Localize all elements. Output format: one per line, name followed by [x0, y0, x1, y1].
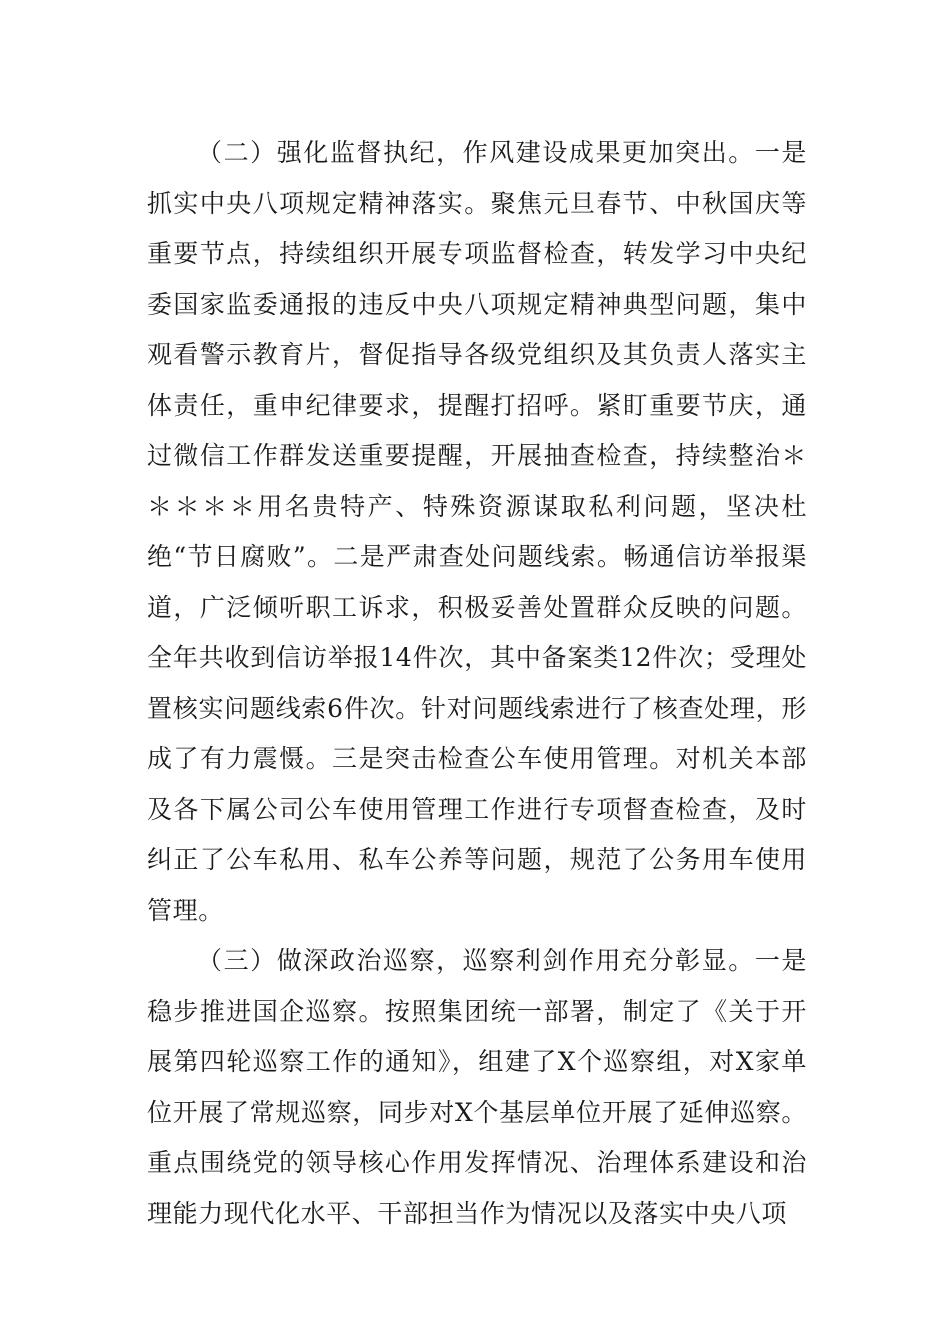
paragraph-political-inspection: （三）做深政治巡察，巡察利剑作用充分彰显。一是稳步推进国企巡察。按照集团统一部署，制定了《关于开展第四轮巡察工作的通知》，组建了X个巡察组，对X家单位开展了常规巡察，同步对X个基层单位开展了延伸巡察。重点围绕党的领导核心作用发挥情况、治理体系建设和治理能力现代化水平、干部担当作为情况以及落实中央八项 — [147, 946, 807, 1228]
document-body — [147, 128, 807, 1239]
paragraph-supervision-discipline: （二）强化监督执纪，作风建设成果更加突出。一是抓实中央八项规定精神落实。聚焦元旦春节、中秋国庆等重要节点，持续组织开展专项监督检查，转发学习中央纪委国家监委通报的违反中央八项规定精神典型问题，集中观看警示教育片，督促指导各级党组织及其负责人落实主体责任，重申纪律要求，提醒打招呼。紧盯重要节庆，通过微信工作群发送重要提醒，开展抽查检查，持续整治＊＊＊＊＊用名贵特产、特殊资源谋取私利问题，坚决杜绝“节日腐败”。二是严肃查处问题线索。畅通信访举报渠道，广泛倾听职工诉求，积极妥善处置群众反映的问题。全年共收到信访举报14件次，其中备案类12件次；受理处置核实问题线索6件次。针对问题线索进行了核查处理，形成了有力震慑。三是突击检查公车使用管理。对机关本部及各下属公司公车使用管理工作进行专项督查检查，及时纠正了公车私用、私车公养等问题，规范了公务用车使用管理。 — [147, 138, 807, 925]
